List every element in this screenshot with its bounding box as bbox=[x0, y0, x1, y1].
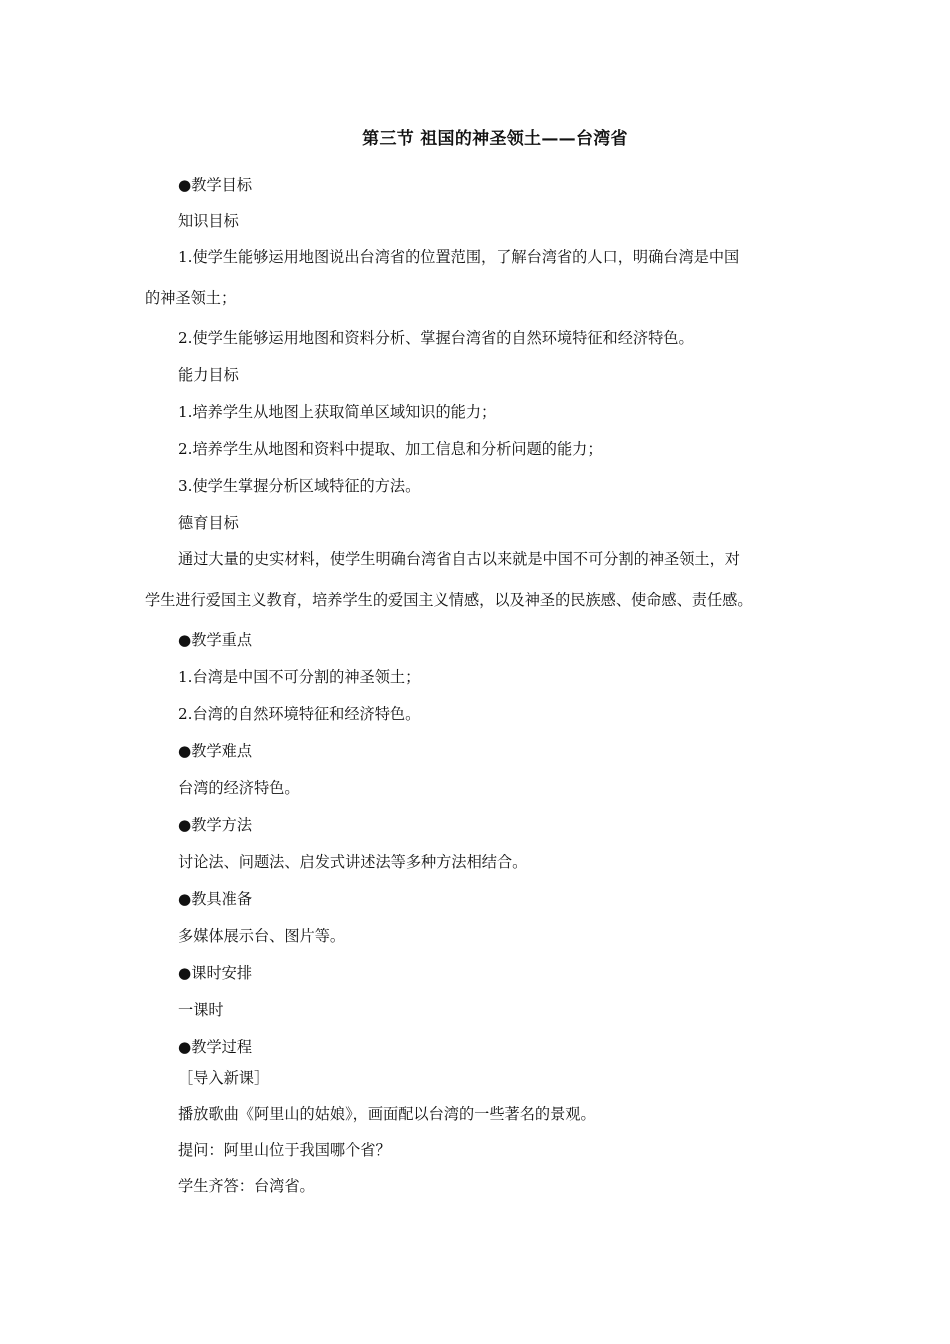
paragraph-line: 播放歌曲《阿里山的姑娘》，画面配以台湾的一些著名的景观。 bbox=[178, 1105, 596, 1123]
paragraph-line: 讨论法、问题法、启发式讲述法等多种方法相结合。 bbox=[178, 853, 528, 871]
section-heading-methods: ●教学方法 bbox=[178, 816, 253, 834]
subheading-ability-objectives: 能力目标 bbox=[178, 366, 239, 384]
subheading-moral-objectives: 德育目标 bbox=[178, 514, 239, 532]
paragraph-line: 1.培养学生从地图上获取简单区域知识的能力； bbox=[178, 403, 497, 421]
paragraph-line: 多媒体展示台、图片等。 bbox=[178, 927, 346, 945]
section-heading-objectives: ●教学目标 bbox=[178, 176, 253, 194]
paragraph-line: 台湾的经济特色。 bbox=[178, 779, 300, 797]
paragraph-line: 2.使学生能够运用地图和资料分析、掌握台湾省的自然环境特征和经济特色。 bbox=[178, 329, 694, 347]
paragraph-line: 的神圣领土； bbox=[145, 289, 237, 307]
paragraph-line: 一课时 bbox=[178, 1001, 224, 1019]
subheading-knowledge-objectives: 知识目标 bbox=[178, 212, 239, 230]
paragraph-line: 提问：阿里山位于我国哪个省？ bbox=[178, 1141, 391, 1159]
paragraph-line: 2.台湾的自然环境特征和经济特色。 bbox=[178, 705, 421, 723]
section-heading-teaching-aids: ●教具准备 bbox=[178, 890, 253, 908]
document-title: 第三节 祖国的神圣领土——台湾省 bbox=[362, 129, 628, 149]
paragraph-line: 学生进行爱国主义教育，培养学生的爱国主义情感，以及神圣的民族感、使命感、责任感。 bbox=[145, 591, 753, 609]
section-heading-difficulties: ●教学难点 bbox=[178, 742, 253, 760]
paragraph-line: 学生齐答：台湾省。 bbox=[178, 1177, 315, 1195]
subheading-introduction: ［导入新课］ bbox=[178, 1069, 270, 1087]
paragraph-line: 通过大量的史实材料，使学生明确台湾省自古以来就是中国不可分割的神圣领土，对 bbox=[178, 550, 740, 568]
section-heading-schedule: ●课时安排 bbox=[178, 964, 253, 982]
document-body bbox=[145, 175, 813, 1196]
section-heading-process: ●教学过程 bbox=[178, 1038, 253, 1056]
paragraph-line: 1.台湾是中国不可分割的神圣领土； bbox=[178, 668, 421, 686]
paragraph-line: 3.使学生掌握分析区域特征的方法。 bbox=[178, 477, 421, 495]
paragraph-line: 2.培养学生从地图和资料中提取、加工信息和分析问题的能力； bbox=[178, 440, 603, 458]
paragraph-line: 1.使学生能够运用地图说出台湾省的位置范围，了解台湾省的人口，明确台湾是中国 bbox=[178, 248, 740, 266]
section-heading-key-points: ●教学重点 bbox=[178, 631, 253, 649]
